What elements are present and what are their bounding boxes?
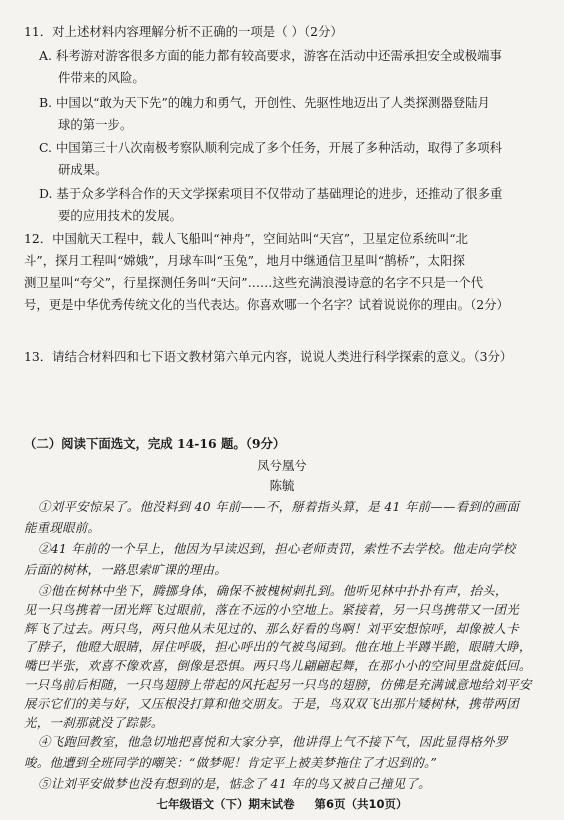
q12-line4: 号，更是中华优秀传统文化的当代表达。你喜欢哪一个名字？试着说说你的理由。（2分） (24, 297, 509, 312)
section2-heading: （二）阅读下面选文，完成 14-16 题。（9分） (24, 436, 286, 451)
paragraph-3-line4: 了脖子，他瞪大眼睛，屏住呼吸，担心呼出的气被鸟闻到。他在地上半蹲半跪，眼睛大睁， (24, 639, 532, 655)
passage-title: 凤兮凰兮 (257, 458, 307, 473)
page-footer (0, 796, 564, 812)
q13-stem: 13．请结合材料四和七下语文教材第六单元内容，说说人类进行科学探索的意义。（3分） (24, 349, 513, 364)
q12-line3: 测卫星叫“夸父”，行星探测任务叫“天问”……这些充满浪漫诗意的名字不只是一个代 (24, 275, 484, 290)
paragraph-3-line3: 辉飞了过去。两只鸟，两只他从未见过的、那么好看的鸟啊！刘平安想惊呼，却像被人卡 (24, 620, 519, 636)
paragraph-4-line2: 唆。他遭到全班同学的嘲笑：“做梦呢！肯定平上被美梦拖住了才迟到的。” (24, 755, 438, 770)
q12-line2: 斗”，探月工程叫“嫦娥”，月球车叫“玉兔”，地月中继通信卫星叫“鹊桥”，太阳探 (24, 253, 465, 268)
q11-stem: 11．对上述材料内容理解分析不正确的一项是（ ）（2分） (24, 24, 343, 39)
q11-option-c-line2: 研成果。 (58, 162, 108, 177)
q11-option-d-line1: D. 基于众多学科合作的天文学探索项目不仅带动了基础理论的进步，还推动了很多重 (39, 186, 503, 201)
q11-option-c-line1: C. 中国第三十八次南极考察队顺利完成了多个任务，开展了多种活动，取得了多项科 (39, 140, 502, 155)
paragraph-1-line1: ①刘平安惊呆了。他没料到 40 年前——不，掰着指头算，是 41 年前——看到的画面 (38, 499, 520, 514)
paragraph-3-line8: 光，一刹那就没了踪影。 (24, 714, 164, 730)
q11-option-a-line2: 件带来的风险。 (58, 70, 145, 85)
footer-page-number: 第6页（共10页） (314, 797, 408, 811)
paragraph-3-line5: 嘴巴半张，欢喜不像欢喜，倒像是恐惧。两只鸟儿翩翩起舞，在那小小的空间里盘旋低回。 (24, 658, 532, 674)
paragraph-3-line1: ③他在树林中坐下，腾挪身体，确保不被槐树刺扎到。他听见林中扑扑有声，抬头， (38, 583, 508, 598)
paragraph-4-line1: ④飞跑回教室，他急切地把喜悦和大家分享，他讲得上气不接下气，因此显得格外罗 (38, 734, 508, 749)
passage-author: 陈毓 (269, 478, 295, 493)
paragraph-5-line1: ⑤让刘平安做梦也没有想到的是，惦念了 41 年的鸟又被自己撞见了。 (38, 776, 431, 791)
q11-option-b-line2: 球的第一步。 (58, 117, 133, 132)
paragraph-1-line2: 能重现眼前。 (24, 520, 101, 535)
paragraph-2-line1: ②41 年前的一个早上，他因为早读迟到，担心老师责罚，索性不去学校。他走向学校 (38, 541, 516, 556)
paragraph-2-line2: 后面的树林，一路思索旷课的理由。 (24, 562, 228, 577)
paragraph-3-line2: 见一只鸟携着一团光辉飞过眼前，落在不远的小空地上。紧接着，另一只鸟携带又一团光 (24, 601, 519, 617)
q11-option-b-line1: B. 中国以“敢为天下先”的魄力和勇气，开创性、先驱性地迈出了人类探测器登陆月 (39, 95, 490, 110)
footer-subject: 七年级语文（下）期末试卷 (156, 797, 295, 811)
q12-line1: 12．中国航天工程中，载人飞船叫“神舟”，空间站叫“天宫”，卫星定位系统叫“北 (24, 231, 468, 246)
paragraph-3-line7: 展示它们的美与好，又压根没打算和他交朋友。于是，鸟双双飞出那片矮树林，携带两团 (24, 695, 519, 711)
q11-option-d-line2: 要的应用技术的发展。 (58, 208, 182, 223)
paragraph-3-line6: 一只鸟前后相随，一只鸟翅膀上带起的风托起另一只鸟的翅膀，仿佛是充满诚意地给刘平安 (24, 677, 532, 692)
q11-option-a-line1: A. 科考游对游客很多方面的能力都有较高要求，游客在活动中还需承担安全或极端事 (39, 48, 502, 63)
